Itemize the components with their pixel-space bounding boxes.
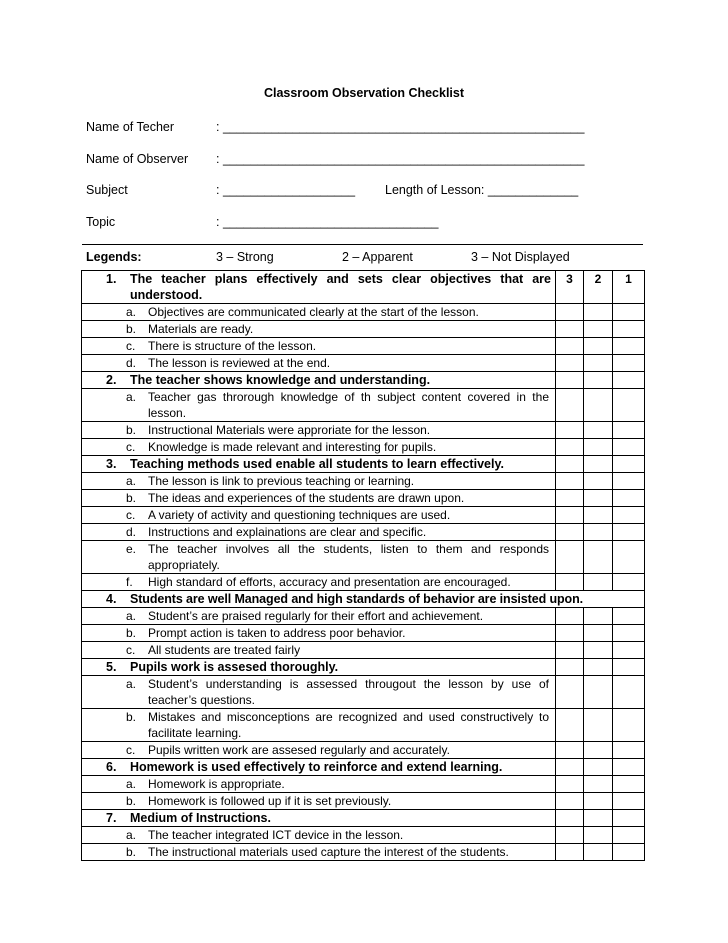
legend-item: 3 – Not Displayed (471, 250, 570, 264)
score-cell (584, 759, 613, 776)
checklist-item-row (82, 608, 645, 625)
checklist-item-row (82, 338, 645, 355)
item-letter: b. (126, 710, 137, 724)
item-text: Materials are ready. (148, 322, 254, 336)
item-cell (82, 574, 556, 591)
checklist-item-row (82, 574, 645, 591)
score-checkbox-1[interactable] (613, 473, 645, 490)
item-letter: a. (126, 474, 137, 488)
item-cell (82, 524, 556, 541)
score-checkbox-3[interactable] (556, 608, 584, 625)
score-checkbox-3[interactable] (556, 574, 584, 591)
checklist-item-row (82, 507, 645, 524)
item-cell (82, 742, 556, 759)
item (82, 827, 555, 843)
section-number: 6. (106, 760, 117, 774)
section-number: 4. (106, 592, 117, 606)
checklist-item-row (82, 473, 645, 490)
checklist-item-row (82, 742, 645, 759)
item-cell (82, 439, 556, 456)
section-row (82, 759, 645, 776)
field-blank[interactable]: : ____________________________________________________ (216, 152, 585, 166)
item-cell (82, 827, 556, 844)
score-checkbox-3[interactable] (556, 490, 584, 507)
item-letter: b. (126, 794, 137, 808)
score-checkbox-2[interactable] (584, 473, 613, 490)
score-cell (584, 372, 613, 389)
item-letter: a. (126, 390, 137, 404)
score-checkbox-1[interactable] (613, 625, 645, 642)
section-title: Homework is used effectively to reinforce and extend learning. (130, 760, 503, 774)
section-heading (82, 759, 555, 775)
item-cell (82, 793, 556, 810)
item-letter: a. (126, 609, 137, 623)
item-text: Student’s understanding is assessed througout the lesson by use of teacher’s questions. (148, 677, 549, 707)
legend-item: 3 – Strong (216, 250, 274, 264)
section-row (82, 659, 645, 676)
section-row (82, 271, 645, 304)
score-checkbox-3[interactable] (556, 389, 584, 422)
section-title: The teacher shows knowledge and understanding. (130, 373, 431, 387)
score-checkbox-3[interactable] (556, 422, 584, 439)
section-heading (82, 456, 555, 472)
score-cell (556, 810, 584, 827)
item-letter: c. (126, 339, 136, 353)
checklist-item-row (82, 776, 645, 793)
score-cell (556, 659, 584, 676)
legend-item: 2 – Apparent (342, 250, 413, 264)
item (82, 439, 555, 455)
score-checkbox-2[interactable] (584, 625, 613, 642)
score-checkbox-2[interactable] (584, 642, 613, 659)
checklist-item-row (82, 793, 645, 810)
item (82, 676, 555, 708)
section-heading (82, 271, 555, 303)
score-checkbox-3[interactable] (556, 625, 584, 642)
score-cell (613, 659, 645, 676)
item-letter: d. (126, 356, 137, 370)
score-checkbox-1[interactable] (613, 844, 645, 861)
item-text: Mistakes and misconceptions are recognized and used constructively to facilitate learning. (148, 710, 549, 740)
score-checkbox-3[interactable] (556, 507, 584, 524)
item (82, 709, 555, 741)
item-cell (82, 422, 556, 439)
item (82, 304, 555, 320)
legend-label: Legends: (86, 250, 142, 264)
score-cell (556, 372, 584, 389)
checklist-item-row (82, 827, 645, 844)
score-checkbox-2[interactable] (584, 827, 613, 844)
checklist-item-row (82, 304, 645, 321)
item-cell (82, 321, 556, 338)
checklist-item-row (82, 844, 645, 861)
score-cell (613, 810, 645, 827)
score-checkbox-2[interactable] (584, 507, 613, 524)
section-row (82, 456, 645, 473)
item-text: Teacher gas throrough knowledge of th subject content covered in the lesson. (148, 390, 549, 420)
checklist-item-row (82, 321, 645, 338)
checklist-item-row (82, 355, 645, 372)
field-label: Subject (86, 183, 128, 197)
score-checkbox-2[interactable] (584, 676, 613, 709)
score-checkbox-2[interactable] (584, 389, 613, 422)
score-checkbox-3[interactable] (556, 355, 584, 372)
score-checkbox-2[interactable] (584, 776, 613, 793)
checklist-item-row (82, 676, 645, 709)
item (82, 844, 555, 860)
item-text: Pupils written work are assesed regularly and accurately. (148, 743, 450, 757)
field-blank[interactable]: : ____________________________________________________ (216, 120, 585, 134)
score-cell (584, 810, 613, 827)
section-row (82, 372, 645, 389)
checklist-item-row (82, 541, 645, 574)
score-checkbox-3[interactable] (556, 827, 584, 844)
score-checkbox-3[interactable] (556, 709, 584, 742)
score-checkbox-1[interactable] (613, 676, 645, 709)
section-title-cell (82, 659, 556, 676)
item (82, 625, 555, 641)
score-checkbox-1[interactable] (613, 793, 645, 810)
item-letter: c. (126, 743, 136, 757)
item-cell (82, 676, 556, 709)
section-row (82, 810, 645, 827)
field-blank[interactable]: : ___________________ (216, 183, 356, 197)
section-title: Teaching methods used enable all students to learn effectively. (130, 457, 504, 471)
item-cell (82, 541, 556, 574)
section-number: 2. (106, 373, 117, 387)
item-cell (82, 507, 556, 524)
item-text: A variety of activity and questioning techniques are used. (148, 508, 451, 522)
checklist-item-row (82, 422, 645, 439)
field-label: Name of Observer (86, 152, 189, 166)
field-label: Name of Techer (86, 120, 175, 134)
item-cell (82, 625, 556, 642)
item (82, 473, 555, 489)
section-title-cell (82, 372, 556, 389)
score-checkbox-3[interactable] (556, 776, 584, 793)
score-checkbox-3[interactable] (556, 473, 584, 490)
item-text: The instructional materials used capture the interest of the students. (148, 845, 509, 859)
section-title-cell (82, 456, 556, 473)
section-title: Medium of Instructions. (130, 811, 271, 825)
field-topic[interactable] (86, 215, 438, 229)
field-subject[interactable] (86, 183, 355, 197)
section-heading (82, 372, 555, 388)
score-checkbox-2[interactable] (584, 793, 613, 810)
item (82, 524, 555, 540)
item-letter: b. (126, 626, 137, 640)
score-checkbox-3[interactable] (556, 642, 584, 659)
score-checkbox-1[interactable] (613, 355, 645, 372)
score-checkbox-1[interactable] (613, 541, 645, 574)
checklist-item-row (82, 642, 645, 659)
score-checkbox-2[interactable] (584, 541, 613, 574)
score-checkbox-2[interactable] (584, 742, 613, 759)
score-checkbox-3[interactable] (556, 793, 584, 810)
item-letter: b. (126, 491, 137, 505)
score-checkbox-3[interactable] (556, 742, 584, 759)
score-checkbox-1[interactable] (613, 507, 645, 524)
item-text: There is structure of the lesson. (148, 339, 317, 353)
item-letter: d. (126, 525, 137, 539)
checklist-item-row (82, 490, 645, 507)
score-checkbox-2[interactable] (584, 490, 613, 507)
item-cell (82, 776, 556, 793)
score-cell (613, 372, 645, 389)
score-checkbox-1[interactable] (613, 304, 645, 321)
item (82, 338, 555, 354)
item-text: Knowledge is made relevant and interesting for pupils. (148, 440, 437, 454)
item-cell (82, 304, 556, 321)
field-label: Topic (86, 215, 116, 229)
field-length-of-lesson[interactable]: Length of Lesson: _____________ (385, 183, 579, 197)
checklist-item-row (82, 389, 645, 422)
item-cell (82, 338, 556, 355)
score-checkbox-3[interactable] (556, 524, 584, 541)
item-letter: b. (126, 322, 137, 336)
score-checkbox-2[interactable] (584, 304, 613, 321)
score-checkbox-2[interactable] (584, 608, 613, 625)
item-text: Instructions and explainations are clear and specific. (148, 525, 427, 539)
item (82, 321, 555, 337)
score-cell (613, 759, 645, 776)
divider (82, 244, 643, 245)
item-letter: e. (126, 542, 137, 556)
score-checkbox-2[interactable] (584, 422, 613, 439)
item (82, 422, 555, 438)
score-checkbox-1[interactable] (613, 776, 645, 793)
score-header-1: 1 (613, 271, 645, 304)
section-number: 7. (106, 811, 117, 825)
field-blank[interactable]: : _______________________________ (216, 215, 439, 229)
item-letter: a. (126, 305, 137, 319)
section-heading (82, 810, 555, 826)
item-letter: c. (126, 643, 136, 657)
section-title-cell (82, 591, 645, 608)
checklist-item-row (82, 439, 645, 456)
item-letter: b. (126, 423, 137, 437)
item-cell (82, 844, 556, 861)
score-checkbox-1[interactable] (613, 338, 645, 355)
score-checkbox-1[interactable] (613, 389, 645, 422)
score-checkbox-1[interactable] (613, 709, 645, 742)
score-cell (556, 759, 584, 776)
item (82, 793, 555, 809)
item-text: Homework is followed up if it is set previously. (148, 794, 392, 808)
section-title: The teacher plans effectively and sets clear objectives that are understood. (130, 272, 551, 302)
item-text: Student’s are praised regularly for their effort and achievement. (148, 609, 484, 623)
item (82, 574, 555, 590)
checklist-item-row (82, 524, 645, 541)
score-checkbox-1[interactable] (613, 642, 645, 659)
score-checkbox-2[interactable] (584, 844, 613, 861)
section-row (82, 591, 645, 608)
score-cell (613, 456, 645, 473)
checklist-item-row (82, 625, 645, 642)
item-text: Homework is appropriate. (148, 777, 285, 791)
item-text: High standard of efforts, accuracy and presentation are encouraged. (148, 575, 511, 589)
item-cell (82, 490, 556, 507)
item-letter: a. (126, 828, 137, 842)
score-checkbox-1[interactable] (613, 439, 645, 456)
item (82, 608, 555, 624)
item-cell (82, 389, 556, 422)
item-text: The lesson is link to previous teaching or learning. (148, 474, 415, 488)
item-text: Instructional Materials were approriate for the lesson. (148, 423, 431, 437)
item (82, 642, 555, 658)
section-title: Pupils work is assesed thoroughly. (130, 660, 339, 674)
section-heading (82, 659, 555, 675)
score-checkbox-1[interactable] (613, 490, 645, 507)
score-checkbox-3[interactable] (556, 321, 584, 338)
score-checkbox-3[interactable] (556, 676, 584, 709)
score-cell (584, 659, 613, 676)
item-text: The lesson is reviewed at the end. (148, 356, 331, 370)
score-checkbox-2[interactable] (584, 524, 613, 541)
score-header-2: 2 (584, 271, 613, 304)
score-checkbox-2[interactable] (584, 355, 613, 372)
item-cell (82, 608, 556, 625)
item (82, 490, 555, 506)
field-teacher[interactable] (86, 120, 584, 134)
item-letter: a. (126, 677, 137, 691)
section-title: Students are well Managed and high standards of behavior are insisted upon. (130, 592, 583, 606)
score-checkbox-1[interactable] (613, 827, 645, 844)
item (82, 355, 555, 371)
score-checkbox-2[interactable] (584, 439, 613, 456)
item-letter: a. (126, 777, 137, 791)
item-text: All students are treated fairly (148, 643, 301, 657)
item (82, 507, 555, 523)
item-letter: f. (126, 575, 133, 589)
section-number: 5. (106, 660, 117, 674)
checklist-table (81, 270, 645, 861)
field-observer[interactable] (86, 152, 584, 166)
score-checkbox-1[interactable] (613, 608, 645, 625)
section-number: 1. (106, 272, 117, 286)
score-checkbox-1[interactable] (613, 422, 645, 439)
item-text: Prompt action is taken to address poor behavior. (148, 626, 406, 640)
item-cell (82, 355, 556, 372)
item-cell (82, 473, 556, 490)
score-cell (556, 456, 584, 473)
item-text: The ideas and experiences of the students are drawn upon. (148, 491, 465, 505)
score-checkbox-3[interactable] (556, 844, 584, 861)
section-title-cell (82, 271, 556, 304)
score-cell (584, 456, 613, 473)
score-checkbox-1[interactable] (613, 742, 645, 759)
item-letter: b. (126, 845, 137, 859)
item-cell (82, 642, 556, 659)
score-header-3: 3 (556, 271, 584, 304)
item-text: Objectives are communicated clearly at the start of the lesson. (148, 305, 479, 319)
item-cell (82, 709, 556, 742)
score-checkbox-3[interactable] (556, 338, 584, 355)
score-checkbox-1[interactable] (613, 574, 645, 591)
section-heading (82, 591, 644, 607)
score-checkbox-3[interactable] (556, 304, 584, 321)
item (82, 541, 555, 573)
section-title-cell (82, 759, 556, 776)
page-title: Classroom Observation Checklist (263, 86, 465, 100)
section-number: 3. (106, 457, 117, 471)
checklist-item-row (82, 709, 645, 742)
score-checkbox-2[interactable] (584, 709, 613, 742)
item-letter: c. (126, 440, 136, 454)
score-checkbox-1[interactable] (613, 321, 645, 338)
item-letter: c. (126, 508, 136, 522)
item (82, 776, 555, 792)
score-checkbox-2[interactable] (584, 338, 613, 355)
item-text: The teacher integrated ICT device in the lesson. (148, 828, 404, 842)
item-text: The teacher involves all the students, listen to them and responds appropriately. (148, 542, 549, 572)
score-checkbox-1[interactable] (613, 524, 645, 541)
score-checkbox-3[interactable] (556, 439, 584, 456)
score-checkbox-2[interactable] (584, 574, 613, 591)
score-checkbox-3[interactable] (556, 541, 584, 574)
item (82, 742, 555, 758)
item (82, 389, 555, 421)
score-checkbox-2[interactable] (584, 321, 613, 338)
section-title-cell (82, 810, 556, 827)
